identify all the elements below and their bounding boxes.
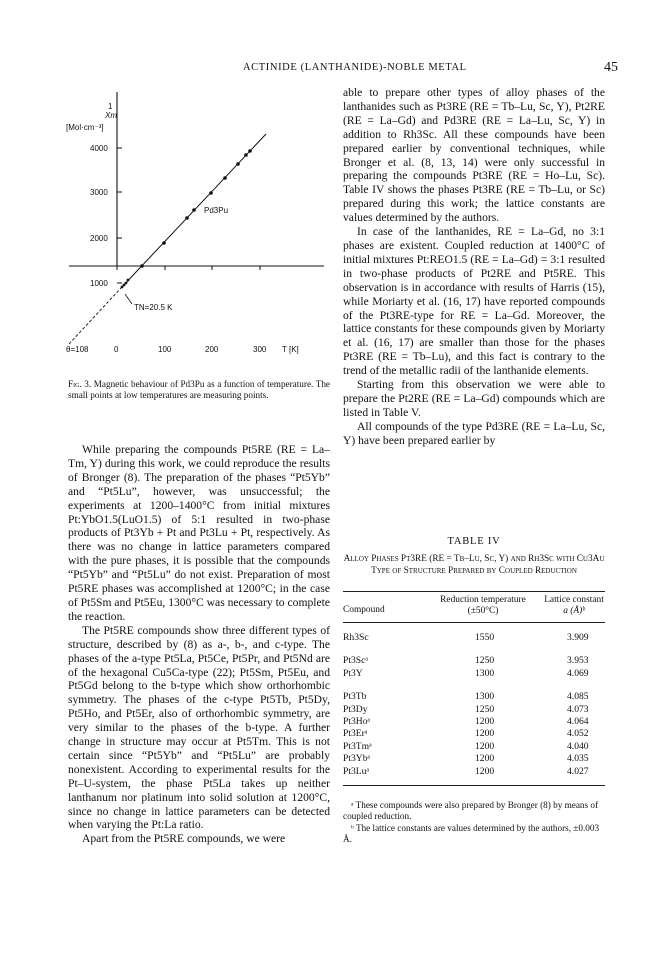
x-tick-label-300: 300	[253, 345, 267, 354]
cell-compound: Pt3Ybᵃ	[343, 753, 371, 765]
cell-lattice: 4.027	[567, 765, 589, 777]
cell-temp: 1550	[475, 632, 495, 643]
table-row	[343, 716, 605, 728]
figure-caption	[68, 379, 330, 402]
header-compound: Compound	[343, 605, 385, 615]
cell-compound: Pt3Hoᵃ	[343, 715, 371, 727]
x-tick-label-100: 100	[158, 345, 172, 354]
cell-lattice: 4.064	[567, 715, 589, 727]
cell-compound: Pt3Tmᵃ	[343, 740, 372, 752]
left-paragraph-1: While preparing the compounds Pt5RE (RE = La–Tm, Y) during this work, we could reproduce the results of Bronger (8). The preparation of the phases “Pt5Yb” and “Pt5Lu”, however, was unsuccessful; the experiments at 1200–1400°C from initial mixtures Pt:YbO1.5(LuO1.5) of 5:1 resulted in two-phase products of Pt3Yb + Pt and Pt3Lu + Pt, respectively. As there was no change in lattice parameters compared with the pure phases, it is possible that the compounds “Pt5Yb” and “Pt5Lu” do not exist. Preparation of most Pt5RE phases was accomplished at 1200°C; in the case of Pt5Sm and Pt5Eu, 1300°C was necessary to complete the reaction.	[68, 443, 330, 623]
cell-lattice: 4.069	[567, 667, 589, 679]
extrapolation-line	[69, 288, 121, 344]
cell-temp: 1200	[475, 728, 495, 740]
y-tick-label-4000: 4000	[90, 144, 108, 153]
table-number: TABLE IV	[447, 536, 501, 547]
table-footnote-a: ᵃ These compounds were also prepared by Bronger (8) by means of coupled reduction.	[343, 799, 599, 822]
cell-compound: Pt3Erᵃ	[343, 728, 368, 740]
y-tick-label-1000: 1000	[90, 279, 108, 288]
header-temp: Reduction temperature	[440, 595, 526, 605]
cell-compound: Pt3Y	[343, 667, 363, 679]
table-header	[343, 592, 605, 622]
cell-temp: 1200	[475, 715, 495, 727]
cell-temp: 1200	[475, 753, 495, 765]
cell-temp: 1300	[475, 667, 495, 679]
figure-caption-label: Fig. 3.	[68, 379, 92, 389]
cell-temp: 1200	[475, 740, 495, 752]
right-paragraph-2: In case of the lanthanides, RE = La–Gd, no 3:1 phases are existent. Coupled reduction at 1400°C of initial mixtures Pt:REO1.5 (RE = La–Gd) = 3:1 resulted in two-phase products of Pt2RE and Pt5RE. This observation is in accordance with results of Harris (15), while Moriarty et al. (16, 17) have reported compounds of the Pt3RE-type for RE = La–Gd. Moreover, the lattice constants for these compounds given by Moriarty et al. (16, 17) are smaller than those for the phases Pt3RE (RE = Tb–Lu), and this fact is contrary to the trend of the metallic radii of the lanthanide elements.	[343, 225, 605, 378]
running-header	[0, 62, 672, 82]
magnetic-plot	[64, 82, 334, 378]
y-tick-label-3000: 3000	[90, 188, 108, 197]
figure-3	[64, 82, 334, 378]
cell-lattice: 4.052	[567, 728, 589, 740]
table-row	[343, 766, 605, 778]
table-body	[343, 632, 605, 778]
table-iv	[343, 536, 605, 846]
page-number: 45	[604, 60, 618, 75]
table-row	[343, 668, 605, 680]
tn-label: TN=20.5 K	[134, 303, 173, 312]
cell-compound: Rh3Sc	[343, 632, 369, 643]
header-temp-unit: (±50°C)	[467, 606, 499, 616]
cell-lattice: 4.035	[567, 753, 589, 765]
running-title: ACTINIDE (LANTHANIDE)-NOBLE METAL	[243, 62, 467, 73]
cell-temp: 1200	[475, 765, 495, 777]
cell-compound: Pt3Tb	[343, 691, 367, 703]
left-column	[68, 443, 330, 846]
left-paragraph-3: Apart from the Pt5RE compounds, we were	[82, 832, 286, 846]
cell-temp: 1300	[475, 691, 495, 703]
y-unit: [Mol·cm⁻³]	[66, 123, 104, 132]
table-row	[343, 691, 605, 703]
table-row	[343, 741, 605, 753]
curve-label: Pd3Pu	[204, 206, 229, 215]
cell-temp: 1250	[475, 703, 495, 715]
x-unit: T [K]	[282, 345, 299, 354]
table-row	[343, 655, 605, 667]
cell-lattice: 3.909	[567, 632, 589, 643]
cell-temp: 1250	[475, 655, 495, 667]
y-tick-label-2000: 2000	[90, 234, 108, 243]
header-lattice: Lattice constant	[544, 595, 604, 605]
table-caption: Alloy Phases Pt3RE (RE = Tb–Lu, Sc, Y) and Rh3Sc with Cu3Au Type of Structure Prepared by Coupled Reduction	[343, 554, 605, 576]
header-lattice-unit: a (Å)ᵇ	[563, 606, 585, 616]
left-paragraph-2: The Pt5RE compounds show three different types of structure, described by (8) as a-, b-, and c-type. The phases of the a-type Pt5La, Pt5Ce, Pt5Pr, and Pt5Nd are of the hexagonal Cu5Ca-type (22); Pt5Sm, Pt5Eu, and Pt5Gd belong to the b-type which show orthorhombic symmetry. The phases of the c-type Pt5Tb, Pt5Dy, Pt5Ho, and Pt5Er, also of orthorhombic symmetry, are very similar to the phases of the b-type. A further change in structure may occur at Pt5Tm. This is not certain since “Pt5Yb” and “Pt5Lu” are probably nonexistent. According to experimental results for the Pt–U-system, the phase Pt5La takes up neither lanthanum nor platinum into solid solution at 1200°C, since no change in lattice parameters can be detected when varying the Pt:La ratio.	[68, 623, 330, 832]
cell-lattice: 4.040	[567, 740, 589, 752]
cell-compound: Pt3Dy	[343, 703, 368, 715]
x-tick-label-200: 200	[205, 345, 219, 354]
table-footnote-b: ᵇ The lattice constants are values determined by the authors, ±0.003 Å.	[343, 822, 600, 845]
table-row	[343, 632, 605, 644]
cell-lattice: 4.073	[567, 703, 589, 715]
x-tick-label-0: 0	[114, 345, 119, 354]
table-row	[343, 728, 605, 740]
figure-caption-text: Magnetic behaviour of Pd3Pu as a function of temperature. The small points at low temperatures are measuring points.	[68, 379, 331, 401]
table-row	[343, 704, 605, 716]
cell-compound: Pt3Scᵃ	[343, 655, 369, 667]
cell-lattice: 3.953	[567, 655, 589, 667]
right-paragraph-1: able to prepare other types of alloy phases of the lanthanides such as Pt3RE (RE = Tb–Lu, Sc, Y), Pt2RE (RE = La–Gd) and Pd3RE (RE = La–Lu, Sc, Y) in addition to Rh3Sc. All these compounds have been prepared earlier by conventional techniques, while Bronger et al. (8, 13, 14) were only successful in preparing the compounds Pt3RE (RE = Ho–Lu, Sc). Table IV shows the phases Pt3RE (RE = Tb–Lu, or Sc) prepared during this work; the lattice constants are values determined by the authors.	[343, 86, 605, 225]
cell-compound: Pt3Luᵃ	[343, 765, 370, 777]
right-paragraph-3: Starting from this observation we were able to prepare the Pt2RE (RE = La–Gd) compounds which are listed in Table V.	[343, 378, 605, 419]
y-label-numerator: 1	[108, 102, 113, 111]
table-row	[343, 753, 605, 765]
tn-pointer	[125, 294, 132, 304]
right-paragraph-4: All compounds of the type Pd3RE (RE = La–Lu, Sc, Y) have been prepared earlier by	[343, 419, 605, 447]
right-column	[343, 86, 605, 448]
cell-lattice: 4.085	[567, 691, 589, 703]
y-label-chi: Xm	[105, 111, 117, 120]
theta-label: θ=108	[66, 345, 89, 354]
